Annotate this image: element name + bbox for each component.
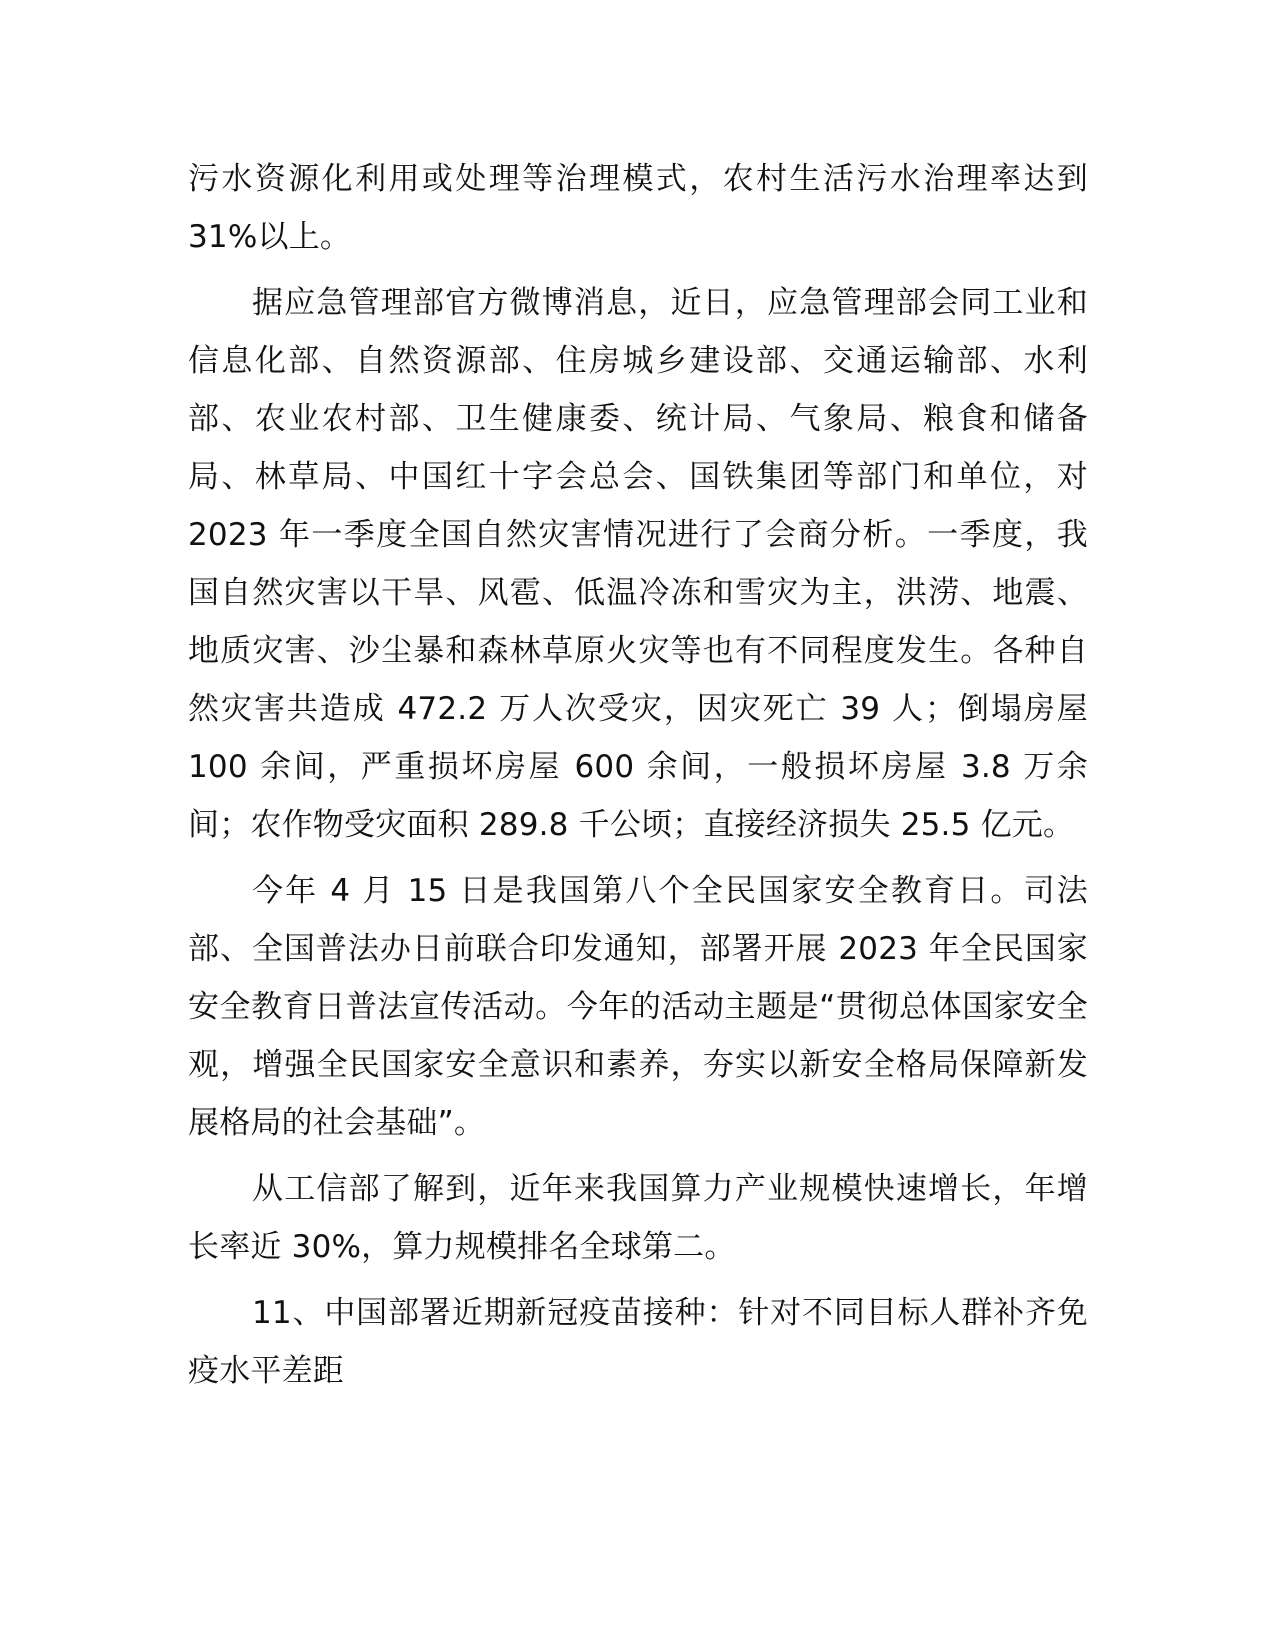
- paragraph-computing-power: 从工信部了解到，近年来我国算力产业规模快速增长，年增长率近 30%，算力规模排名全球第二。: [188, 1171, 1088, 1265]
- paragraph-national-security-day: 今年 4 月 15 日是我国第八个全民国家安全教育日。司法部、全国普法办日前联合印发通知，部署开展 2023 年全民国家安全教育日普法宣传活动。今年的活动主题是“贯彻总体国家安全观，增强全民国家安全意识和素养，夯实以新安全格局保障新发展格局的社会基础”。: [188, 873, 1088, 1141]
- paragraph-vaccination-heading: 11、中国部署近期新冠疫苗接种：针对不同目标人群补齐免疫水平差距: [188, 1295, 1088, 1389]
- document-body: [188, 150, 1088, 1408]
- paragraph-natural-disasters: 据应急管理部官方微博消息，近日，应急管理部会同工业和信息化部、自然资源部、住房城乡建设部、交通运输部、水利部、农业农村部、卫生健康委、统计局、气象局、粮食和储备局、林草局、中国红十字会总会、国铁集团等部门和单位，对 2023 年一季度全国自然灾害情况进行了会商分析。一季度，我国自然灾害以干旱、风雹、低温冷冻和雪灾为主，洪涝、地震、地质灾害、沙尘暴和森林草原火灾等也有不同程度发生。各种自然灾害共造成 472.2 万人次受灾，因灾死亡 39 人；倒塌房屋 100 余间，严重损坏房屋 600 余间，一般损坏房屋 3.8 万余间；农作物受灾面积 289.8 千公顷；直接经济损失 25.5 亿元。: [188, 285, 1088, 843]
- paragraph-sewage-treatment: 污水资源化利用或处理等治理模式，农村生活污水治理率达到31%以上。: [188, 161, 1088, 255]
